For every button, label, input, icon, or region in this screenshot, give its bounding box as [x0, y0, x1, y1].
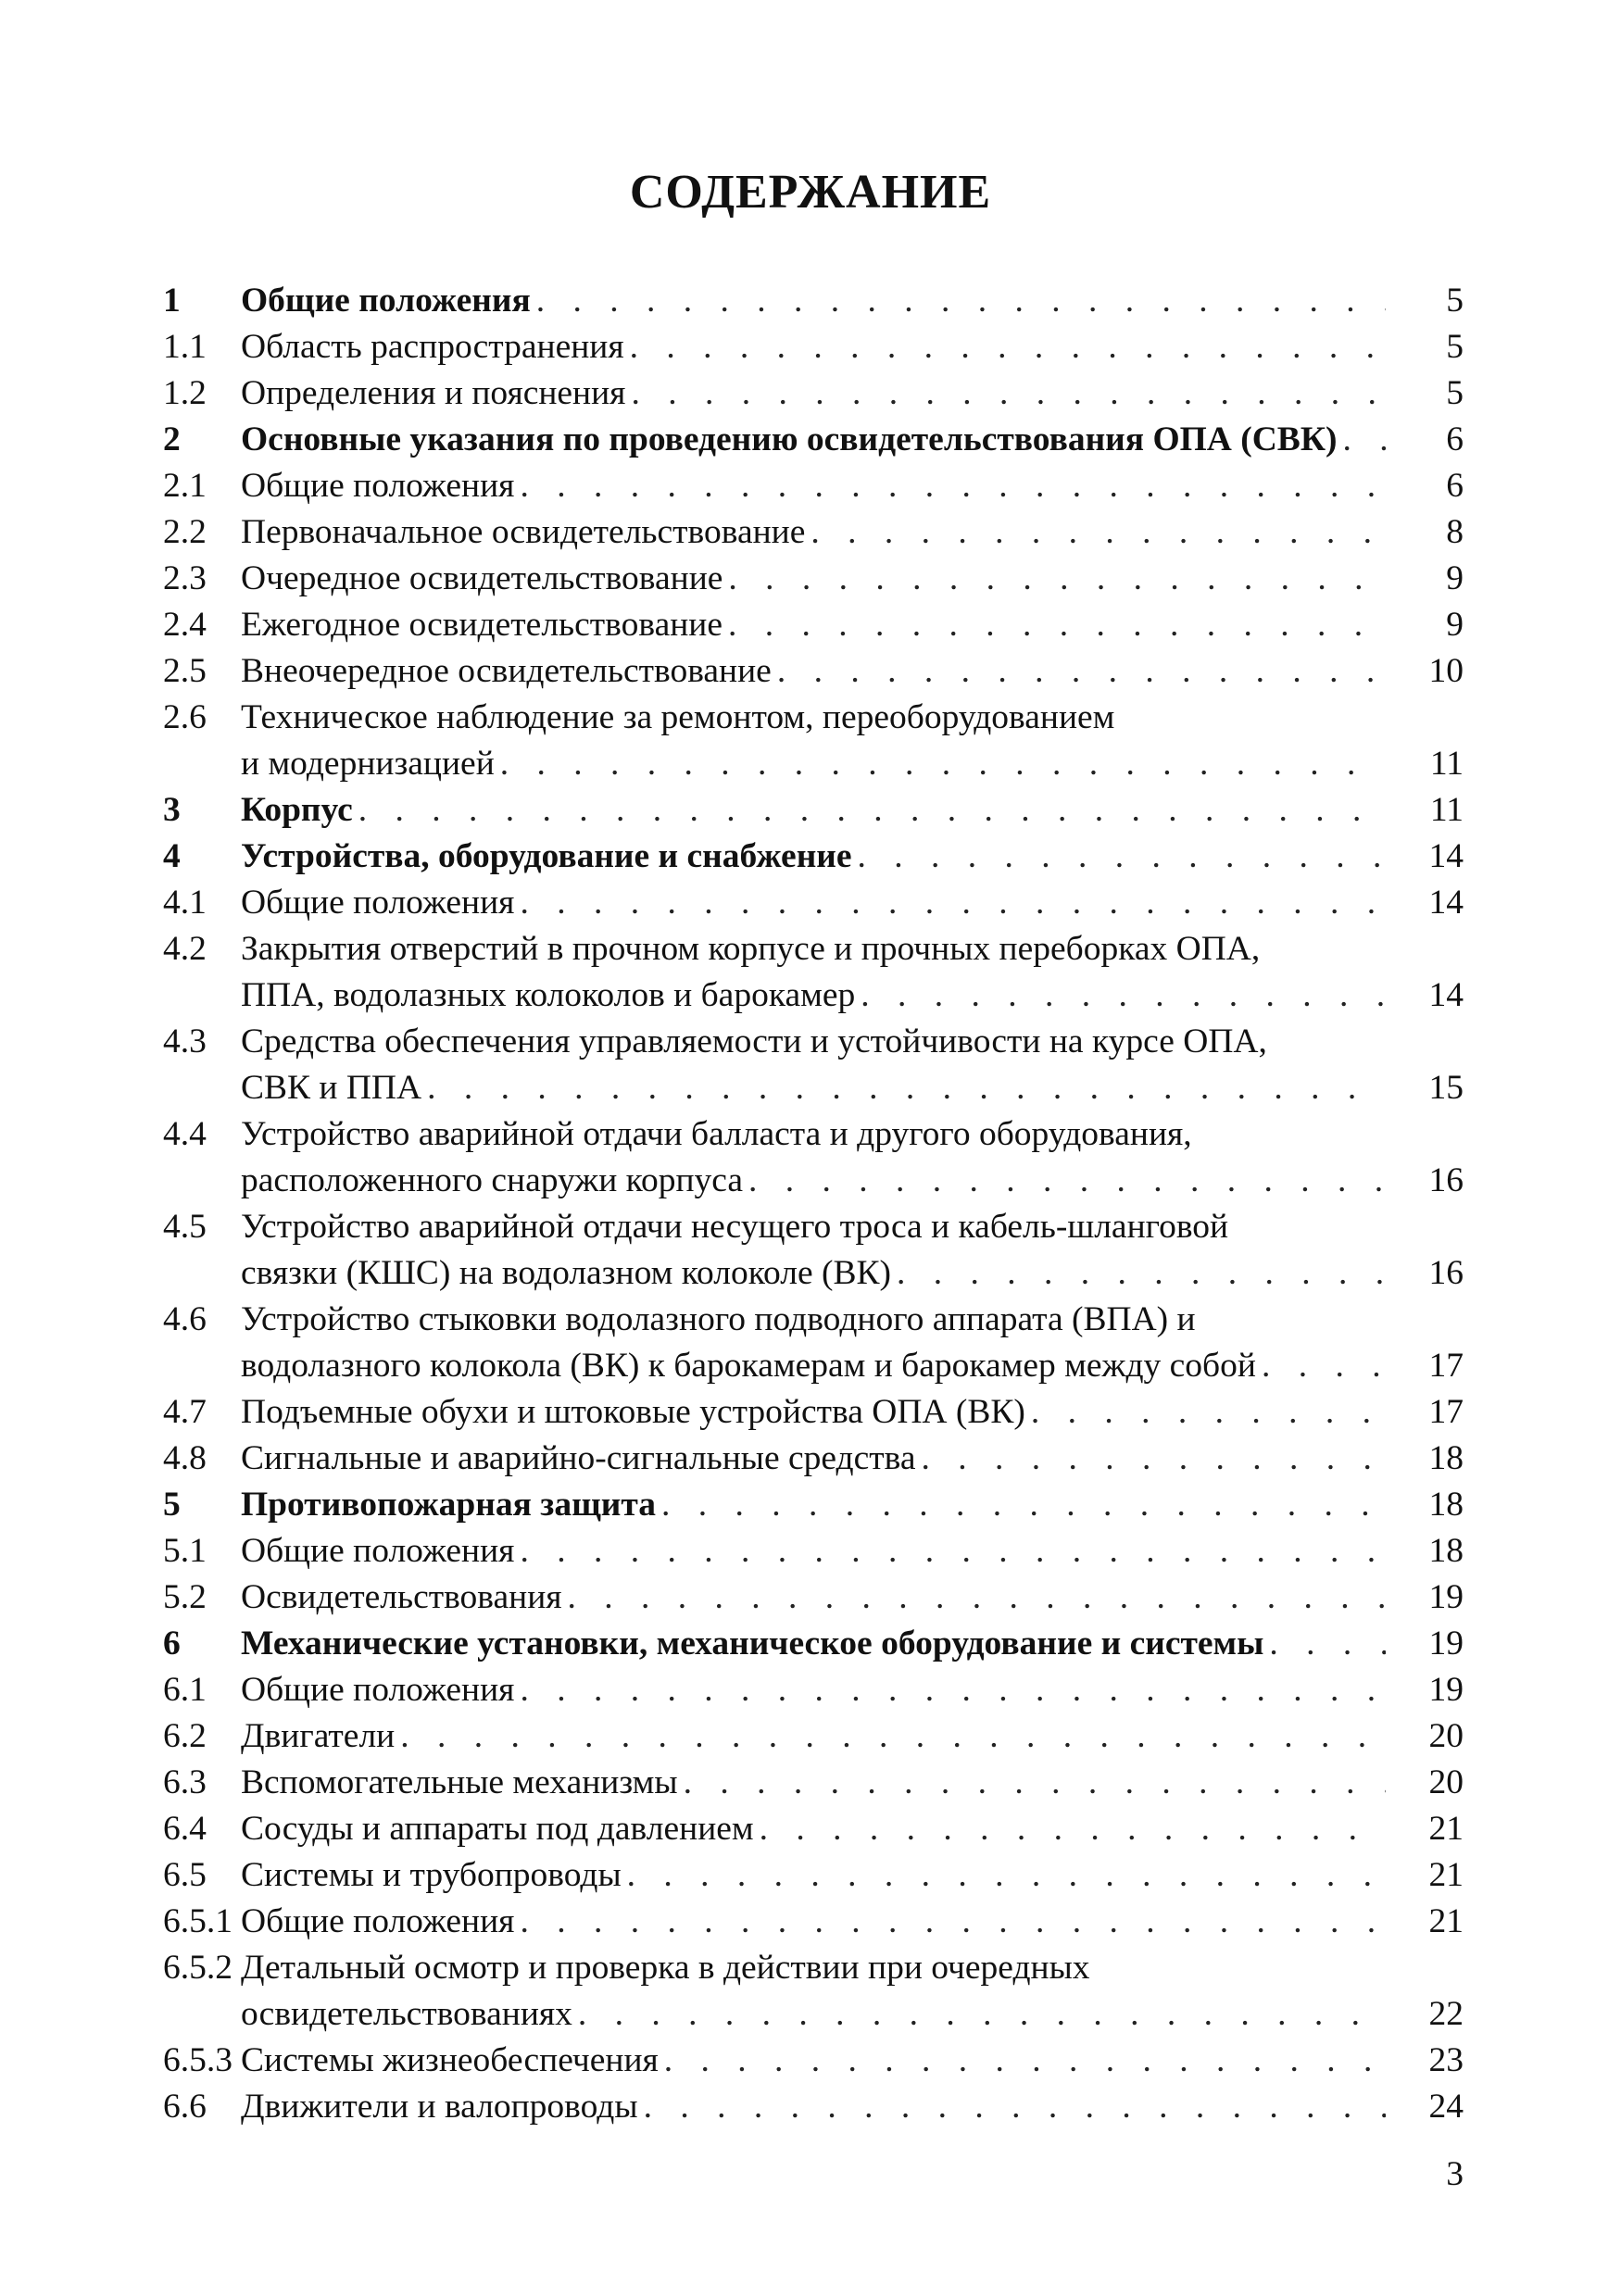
toc-entry-line	[241, 602, 1464, 648]
page-title: СОДЕРЖАНИЕ	[629, 166, 992, 219]
toc-entry-title: Противопожарная защита	[241, 1486, 657, 1524]
toc-entry-number: 4.2	[163, 930, 207, 968]
toc-entry-title: Устройство аварийной отдачи балласта и другого оборудования,	[241, 1115, 1192, 1153]
toc-entry-line	[241, 1945, 1464, 1991]
toc-entry-page: 18	[1428, 1486, 1464, 1524]
toc-entry-page: 11	[1429, 791, 1464, 829]
toc-entry-number: 2.1	[163, 467, 207, 505]
toc-entry-line	[241, 463, 1464, 509]
toc-entry-body	[241, 1852, 1464, 1899]
toc-entry-line	[241, 880, 1464, 926]
toc-dot-leader	[760, 1806, 1386, 1852]
toc-entry-body	[241, 1019, 1464, 1111]
toc-dot-leader	[358, 787, 1386, 834]
toc-entry-number: 5.1	[163, 1532, 207, 1570]
toc-entry-page: 20	[1428, 1717, 1464, 1755]
toc-dot-leader	[520, 463, 1386, 509]
toc-entry-page: 16	[1428, 1161, 1464, 1199]
toc-dot-leader	[427, 1065, 1386, 1111]
toc-entry-number: 6.5.2	[163, 1949, 232, 1987]
toc-entry-line	[241, 787, 1464, 834]
toc-entry[interactable]	[163, 1111, 1464, 1204]
toc-entry-title: Системы жизнеобеспечения	[241, 2041, 659, 2079]
toc-entry-line	[241, 1991, 1464, 2038]
toc-entry-title: Устройство аварийной отдачи несущего троса и кабель-шланговой	[241, 1208, 1229, 1246]
toc-entry[interactable]	[163, 1852, 1464, 1899]
toc-entry-line	[241, 1852, 1464, 1899]
toc-dot-leader	[644, 2084, 1386, 2130]
toc-entry[interactable]	[163, 1297, 1464, 1389]
toc-dot-leader	[661, 1482, 1386, 1528]
toc-entry-line	[241, 1667, 1464, 1713]
toc-entry-page: 5	[1446, 374, 1464, 412]
toc-dot-leader	[1343, 417, 1386, 463]
toc-entry-body	[241, 1945, 1464, 2038]
toc-entry-title: Сигнальные и аварийно-сигнальные средства	[241, 1439, 916, 1477]
toc-entry-title: Средства обеспечения управляемости и устойчивости на курсе ОПА,	[241, 1023, 1267, 1060]
toc-entry-line	[241, 324, 1464, 370]
toc-entry-page: 15	[1428, 1069, 1464, 1107]
toc-entry-number: 2	[163, 420, 181, 458]
toc-entry-body	[241, 1111, 1464, 1204]
toc-entry-body	[241, 1482, 1464, 1528]
toc-entry-line	[241, 556, 1464, 602]
toc-entry[interactable]	[163, 509, 1464, 556]
page-number: 3	[1446, 2155, 1464, 2193]
toc-entry[interactable]	[163, 1621, 1464, 1667]
toc-entry-title: Первоначальное освидетельствование	[241, 513, 806, 551]
toc-dot-leader	[858, 834, 1386, 880]
toc-entry-number: 1.2	[163, 374, 207, 412]
toc-entry-number: 4.4	[163, 1115, 207, 1153]
toc-entry-number: 1.1	[163, 328, 207, 366]
toc-entry-page: 14	[1428, 837, 1464, 875]
toc-dot-leader	[630, 324, 1386, 370]
toc-entry-number: 6.2	[163, 1717, 207, 1755]
toc-entry-title: Очередное освидетельствование	[241, 559, 723, 597]
toc-entry-number: 4	[163, 837, 181, 875]
toc-entry-line	[241, 695, 1464, 741]
toc-entry-body	[241, 787, 1464, 834]
toc-entry-title: ППА, водолазных колоколов и барокамер	[241, 976, 856, 1014]
toc-entry-line	[241, 972, 1464, 1019]
toc-entry-line	[241, 509, 1464, 556]
toc-entry-body	[241, 834, 1464, 880]
toc-entry-page: 6	[1446, 467, 1464, 505]
toc-entry-page: 20	[1428, 1763, 1464, 1801]
toc-entry-page: 19	[1428, 1625, 1464, 1662]
toc-dot-leader	[520, 1899, 1386, 1945]
toc-entry[interactable]	[163, 278, 1464, 324]
toc-entry-body	[241, 1899, 1464, 1945]
toc-entry-body	[241, 1528, 1464, 1575]
toc-dot-leader	[520, 880, 1386, 926]
toc-dot-leader	[728, 556, 1386, 602]
toc-entry-title: Устройства, оборудование и снабжение	[241, 837, 852, 875]
toc-entry-body	[241, 509, 1464, 556]
toc-entry-title: Освидетельствования	[241, 1578, 562, 1616]
toc-entry-line	[241, 1621, 1464, 1667]
toc-entry-page: 19	[1428, 1578, 1464, 1616]
toc-entry-title: Движители и валопроводы	[241, 2088, 638, 2126]
toc-entry-number: 4.3	[163, 1023, 207, 1060]
toc-entry-number: 4.7	[163, 1393, 207, 1431]
toc-entry-page: 23	[1428, 2041, 1464, 2079]
toc-entry-line	[241, 1158, 1464, 1204]
toc-dot-leader	[500, 741, 1386, 787]
toc-entry-title: Системы и трубопроводы	[241, 1856, 622, 1894]
toc-entry-body	[241, 1760, 1464, 1806]
toc-entry-number: 1	[163, 282, 181, 320]
toc-entry-body	[241, 2084, 1464, 2130]
toc-entry-page: 24	[1428, 2088, 1464, 2126]
toc-entry-title: и модернизацией	[241, 745, 495, 783]
toc-entry-page: 18	[1428, 1439, 1464, 1477]
toc-dot-leader	[1031, 1389, 1386, 1436]
toc-entry[interactable]	[163, 2084, 1464, 2130]
toc-entry[interactable]	[163, 834, 1464, 880]
toc-entry-line	[241, 834, 1464, 880]
toc-entry-body	[241, 417, 1464, 463]
toc-dot-leader	[536, 278, 1386, 324]
toc-entry-body	[241, 926, 1464, 1019]
toc-entry-number: 6	[163, 1625, 181, 1662]
toc-entry-title: Общие положения	[241, 1902, 515, 1940]
toc-entry-line	[241, 278, 1464, 324]
toc-entry-line	[241, 1575, 1464, 1621]
toc-entry-title: Механические установки, механическое оборудование и системы	[241, 1625, 1264, 1662]
toc-entry-line	[241, 1250, 1464, 1297]
toc-dot-leader	[1269, 1621, 1386, 1667]
toc-entry-title: Общие положения	[241, 1532, 515, 1570]
toc-entry-page: 11	[1429, 745, 1464, 783]
toc-entry-line	[241, 741, 1464, 787]
toc-entry-page: 18	[1428, 1532, 1464, 1570]
toc-entry[interactable]	[163, 1436, 1464, 1482]
toc-entry-page: 5	[1446, 282, 1464, 320]
toc-entry[interactable]	[163, 1204, 1464, 1297]
toc-entry-line	[241, 1389, 1464, 1436]
toc-entry-title: Ежегодное освидетельствование	[241, 606, 723, 644]
toc-entry-line	[241, 2084, 1464, 2130]
toc-entry-line	[241, 1760, 1464, 1806]
toc-entry-line	[241, 417, 1464, 463]
toc-entry-body	[241, 1389, 1464, 1436]
toc-entry-number: 4.5	[163, 1208, 207, 1246]
toc-entry[interactable]	[163, 370, 1464, 417]
toc-entry-page: 9	[1446, 559, 1464, 597]
toc-dot-leader	[400, 1713, 1386, 1760]
toc-entry-title: Закрытия отверстий в прочном корпусе и прочных переборках ОПА,	[241, 930, 1261, 968]
toc-entry-line	[241, 1065, 1464, 1111]
toc-entry[interactable]	[163, 324, 1464, 370]
table-of-contents	[163, 278, 1464, 2130]
toc-entry-line	[241, 1713, 1464, 1760]
toc-entry-line	[241, 1528, 1464, 1575]
toc-entry-number: 2.5	[163, 652, 207, 690]
toc-dot-leader	[922, 1436, 1387, 1482]
toc-entry-body	[241, 2038, 1464, 2084]
toc-dot-leader	[631, 370, 1386, 417]
toc-entry[interactable]	[163, 463, 1464, 509]
toc-entry-line	[241, 926, 1464, 972]
toc-entry-title: Внеочередное освидетельствование	[241, 652, 772, 690]
toc-entry-title: Устройство стыковки водолазного подводного аппарата (ВПА) и	[241, 1300, 1196, 1338]
toc-dot-leader	[777, 648, 1386, 695]
toc-entry-line	[241, 2038, 1464, 2084]
toc-entry-page: 21	[1428, 1856, 1464, 1894]
toc-entry-line	[241, 648, 1464, 695]
toc-entry-line	[241, 1019, 1464, 1065]
toc-entry-title: Корпус	[241, 791, 353, 829]
toc-entry-number: 4.1	[163, 884, 207, 922]
toc-entry-title: Основные указания по проведению освидетельствования ОПА (СВК)	[241, 420, 1338, 458]
toc-entry-body	[241, 1297, 1464, 1389]
toc-entry-title: Вспомогательные механизмы	[241, 1763, 678, 1801]
toc-dot-leader	[1262, 1343, 1386, 1389]
toc-dot-leader	[578, 1991, 1386, 2038]
toc-dot-leader	[520, 1528, 1386, 1575]
toc-entry-line	[241, 1899, 1464, 1945]
toc-entry-body	[241, 602, 1464, 648]
toc-entry-page: 17	[1428, 1347, 1464, 1385]
toc-entry-page: 19	[1428, 1671, 1464, 1709]
toc-entry-title: Техническое наблюдение за ремонтом, переоборудованием	[241, 698, 1115, 736]
toc-entry-title: Определения и пояснения	[241, 374, 626, 412]
toc-entry-body	[241, 1806, 1464, 1852]
toc-entry-number: 6.1	[163, 1671, 207, 1709]
toc-entry-title: расположенного снаружи корпуса	[241, 1161, 744, 1199]
toc-entry-line	[241, 370, 1464, 417]
toc-entry-page: 17	[1428, 1393, 1464, 1431]
toc-entry-number: 4.8	[163, 1439, 207, 1477]
toc-entry-title: Двигатели	[241, 1717, 396, 1755]
toc-entry-title: Общие положения	[241, 467, 515, 505]
toc-entry-title: связки (КШС) на водолазном колоколе (ВК)	[241, 1254, 892, 1292]
toc-entry-title: Сосуды и аппараты под давлением	[241, 1810, 754, 1848]
toc-entry-page: 10	[1428, 652, 1464, 690]
toc-entry-line	[241, 1806, 1464, 1852]
toc-entry[interactable]	[163, 1760, 1464, 1806]
toc-entry-page: 21	[1428, 1810, 1464, 1848]
toc-entry-number: 2.3	[163, 559, 207, 597]
toc-entry-number: 6.5	[163, 1856, 207, 1894]
toc-entry[interactable]	[163, 787, 1464, 834]
toc-dot-leader	[728, 602, 1386, 648]
toc-entry[interactable]	[163, 1019, 1464, 1111]
toc-entry-page: 22	[1428, 1995, 1464, 2033]
toc-dot-leader	[568, 1575, 1386, 1621]
toc-entry-body	[241, 695, 1464, 787]
toc-entry[interactable]	[163, 1806, 1464, 1852]
toc-entry-line	[241, 1204, 1464, 1250]
toc-dot-leader	[810, 509, 1386, 556]
toc-entry-body	[241, 880, 1464, 926]
toc-dot-leader	[861, 972, 1386, 1019]
toc-entry-body	[241, 1575, 1464, 1621]
toc-entry-number: 2.6	[163, 698, 207, 736]
toc-entry-number: 6.5.1	[163, 1902, 232, 1940]
toc-entry-page: 14	[1428, 884, 1464, 922]
toc-entry-line	[241, 1343, 1464, 1389]
toc-entry-body	[241, 1713, 1464, 1760]
toc-entry-line	[241, 1436, 1464, 1482]
toc-entry-body	[241, 1667, 1464, 1713]
toc-entry[interactable]	[163, 1945, 1464, 2038]
toc-entry-number: 3	[163, 791, 181, 829]
toc-entry-body	[241, 370, 1464, 417]
toc-entry-title: Общие положения	[241, 1671, 515, 1709]
toc-entry-body	[241, 1204, 1464, 1297]
toc-entry-title: Детальный осмотр и проверка в действии при очередных	[241, 1949, 1090, 1987]
toc-dot-leader	[897, 1250, 1386, 1297]
toc-entry-body	[241, 278, 1464, 324]
toc-entry-number: 2.4	[163, 606, 207, 644]
toc-entry-page: 9	[1446, 606, 1464, 644]
toc-entry[interactable]	[163, 1575, 1464, 1621]
toc-entry-title: Подъемные обухи и штоковые устройства ОПА (ВК)	[241, 1393, 1025, 1431]
toc-dot-leader	[684, 1760, 1386, 1806]
toc-entry-title: СВК и ППА	[241, 1069, 422, 1107]
toc-dot-leader	[664, 2038, 1386, 2084]
toc-entry[interactable]	[163, 1482, 1464, 1528]
toc-entry[interactable]	[163, 2038, 1464, 2084]
toc-entry-body	[241, 1436, 1464, 1482]
toc-entry[interactable]	[163, 1667, 1464, 1713]
toc-entry-number: 4.6	[163, 1300, 207, 1338]
toc-entry-number: 5.2	[163, 1578, 207, 1616]
toc-entry-page: 14	[1428, 976, 1464, 1014]
toc-entry-title: Общие положения	[241, 884, 515, 922]
toc-entry[interactable]	[163, 648, 1464, 695]
toc-entry-number: 6.6	[163, 2088, 207, 2126]
toc-entry[interactable]	[163, 602, 1464, 648]
toc-entry[interactable]	[163, 926, 1464, 1019]
toc-entry-line	[241, 1111, 1464, 1158]
toc-entry-title: водолазного колокола (ВК) к барокамерам и барокамер между собой	[241, 1347, 1256, 1385]
toc-entry-body	[241, 463, 1464, 509]
toc-entry[interactable]	[163, 1389, 1464, 1436]
toc-entry-number: 6.3	[163, 1763, 207, 1801]
toc-entry-body	[241, 648, 1464, 695]
toc-entry-body	[241, 324, 1464, 370]
toc-entry-page: 8	[1446, 513, 1464, 551]
toc-entry-title: Область распространения	[241, 328, 624, 366]
toc-entry-title: Общие положения	[241, 282, 531, 320]
toc-entry[interactable]	[163, 1528, 1464, 1575]
toc-entry[interactable]	[163, 417, 1464, 463]
toc-dot-leader	[520, 1667, 1386, 1713]
toc-entry-number: 2.2	[163, 513, 207, 551]
toc-entry-number: 6.5.3	[163, 2041, 232, 2079]
toc-entry-page: 5	[1446, 328, 1464, 366]
toc-entry-number: 5	[163, 1486, 181, 1524]
toc-entry-page: 6	[1446, 420, 1464, 458]
toc-entry[interactable]	[163, 1713, 1464, 1760]
toc-entry[interactable]	[163, 556, 1464, 602]
toc-entry-line	[241, 1297, 1464, 1343]
toc-entry-number: 6.4	[163, 1810, 207, 1848]
toc-entry-page: 16	[1428, 1254, 1464, 1292]
toc-dot-leader	[748, 1158, 1386, 1204]
toc-entry-line	[241, 1482, 1464, 1528]
toc-dot-leader	[627, 1852, 1386, 1899]
toc-entry[interactable]	[163, 1899, 1464, 1945]
toc-entry-page: 21	[1428, 1902, 1464, 1940]
toc-entry-body	[241, 1621, 1464, 1667]
toc-entry[interactable]	[163, 880, 1464, 926]
toc-entry-title: освидетельствованиях	[241, 1995, 572, 2033]
toc-entry-body	[241, 556, 1464, 602]
toc-entry[interactable]	[163, 695, 1464, 787]
